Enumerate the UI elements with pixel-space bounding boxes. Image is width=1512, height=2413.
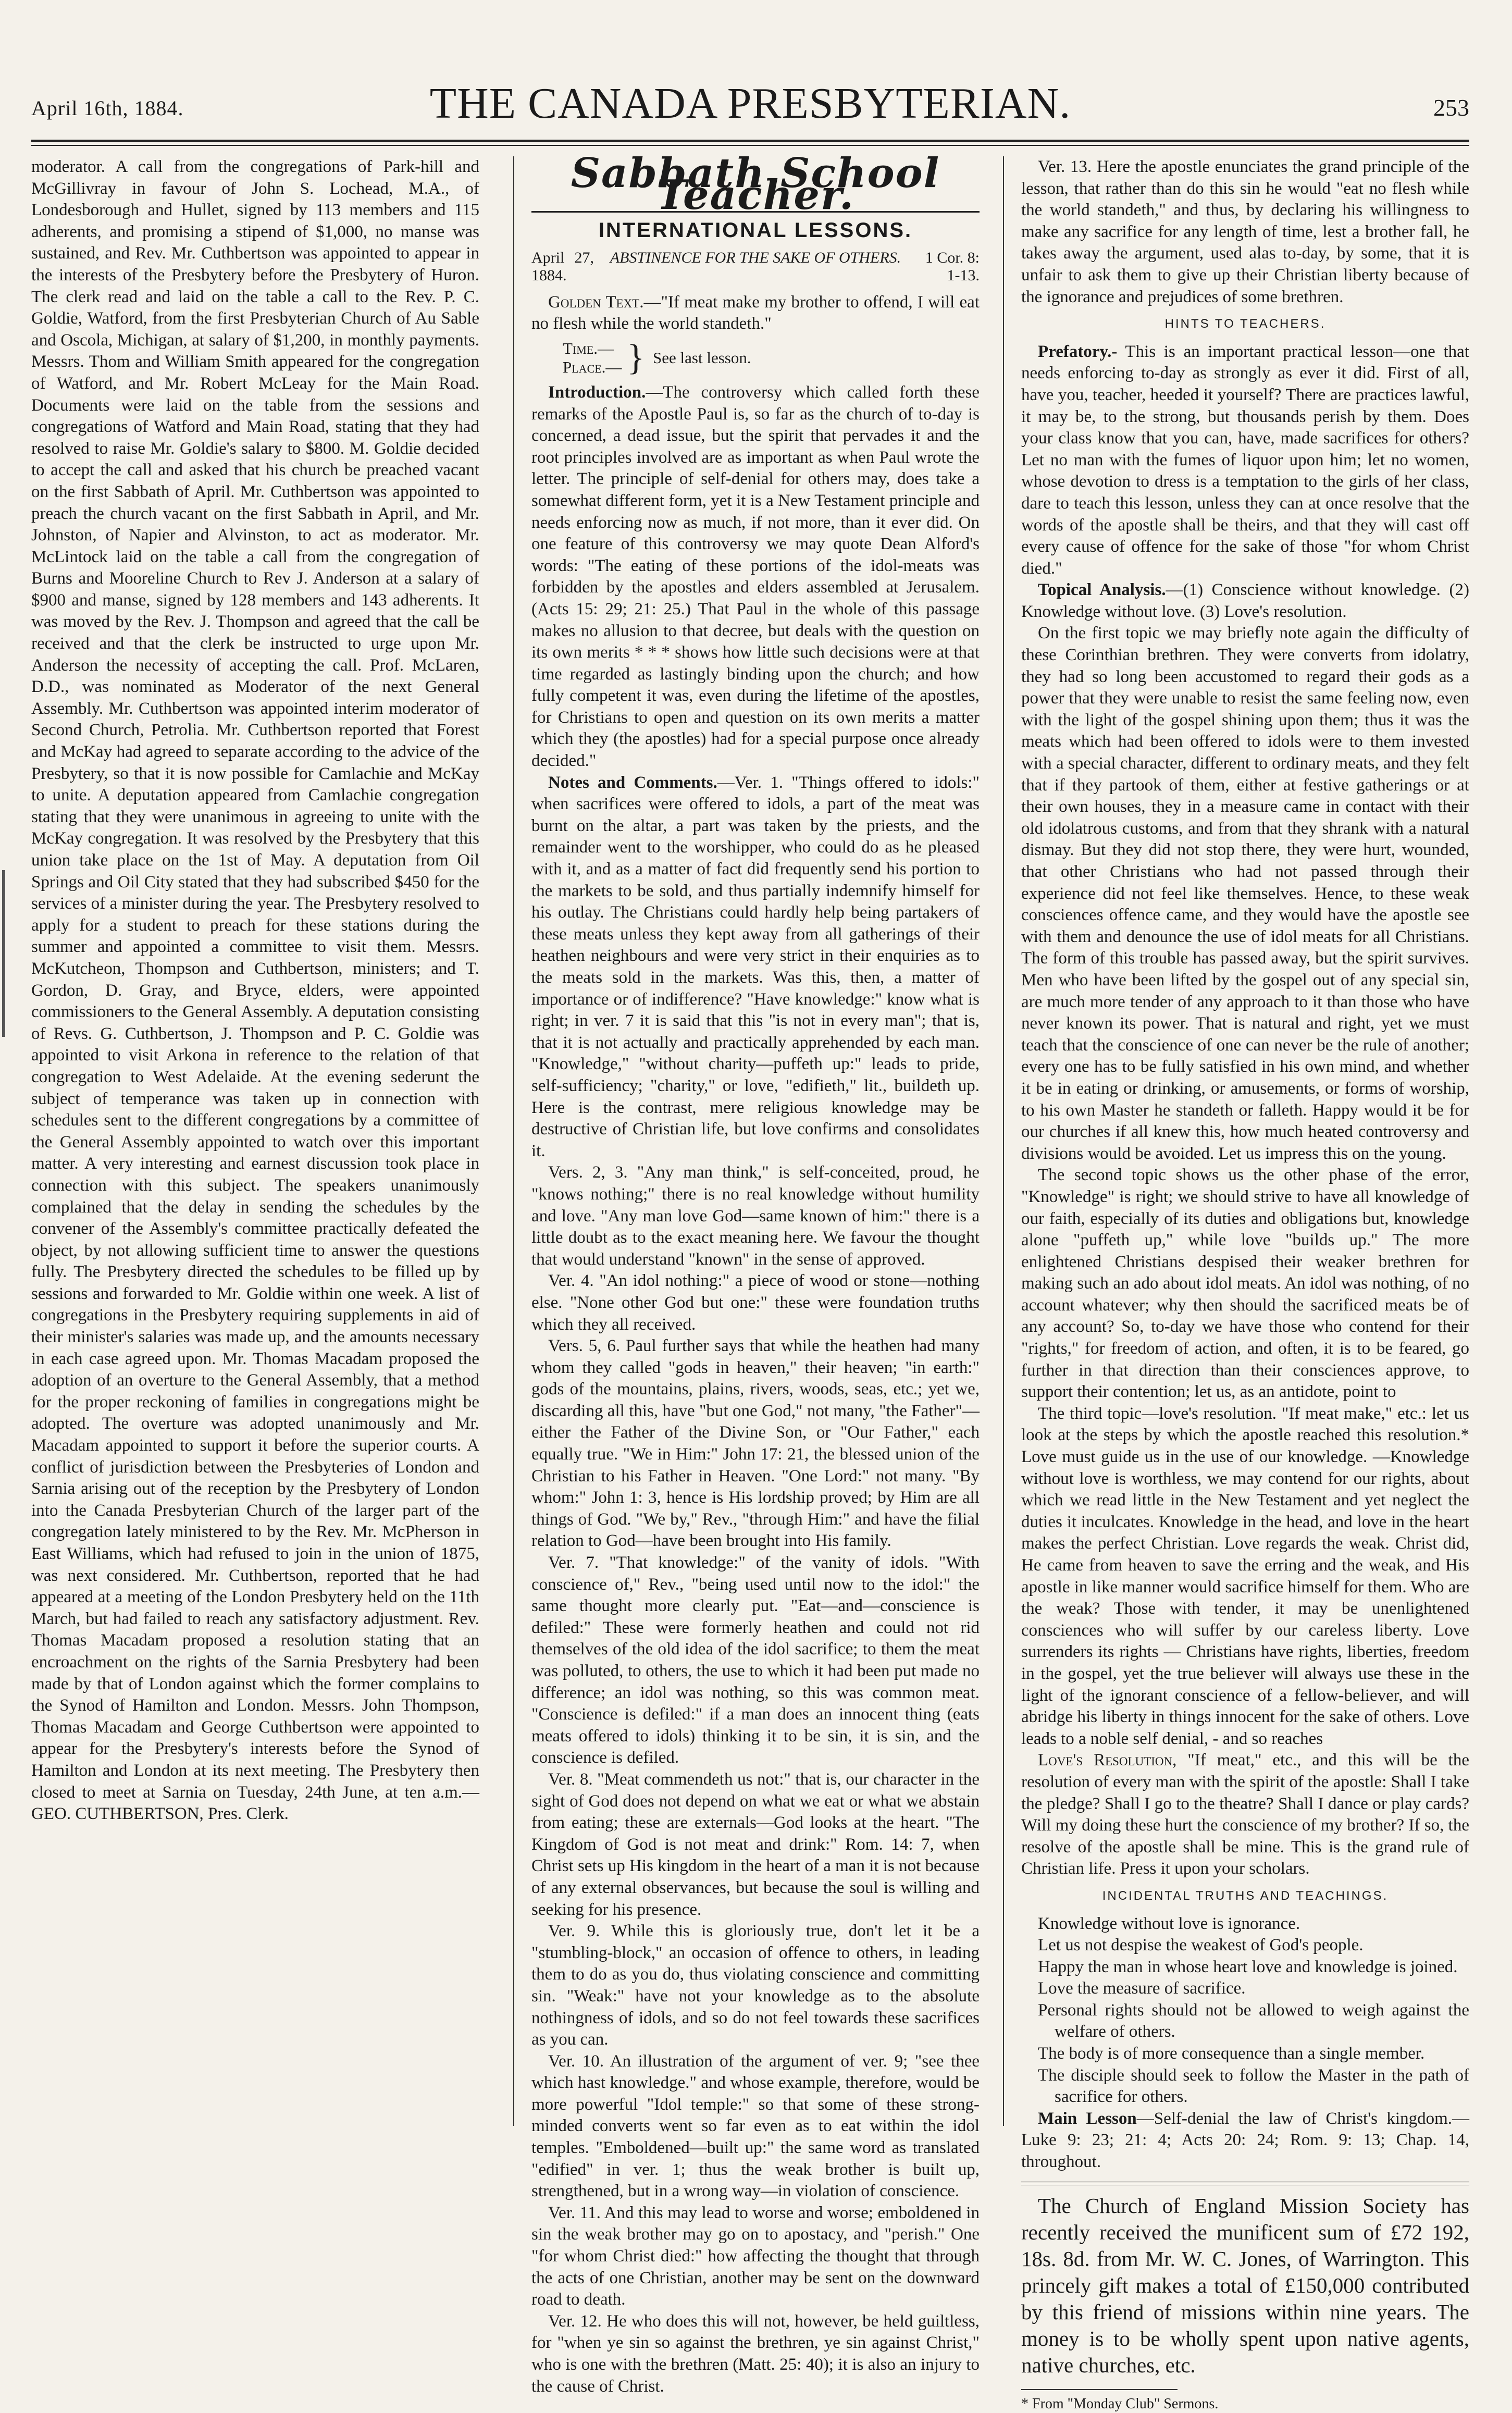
main-lesson-label: Main Lesson	[1038, 2109, 1137, 2128]
introduction-body: —The controversy which called forth these remarks of the Apostle Paul is, so far as the church of to-day is concerned, a dead issue, but the spirit that pervades it and the root principles involved are as important as when Paul wrote the letter. The principle of self-denial for others may, does take a somewhat different form, yet it is a New Testament principle and needs enforcing now as much, if not more, than it ever did. On one feature of this controversy we may quote Dean Alford's words: "The eating of these portions of the idol-meats was forbidden by the apostles and elders assembled at Jerusalem. (Acts 15: 29; 21: 25.) That Paul in the whole of this passage makes no allusion to that decree, but deals with the question on its own merits * * * shows how little such decisions were at that time regarded as lastingly binding upon the church; and how fully competent it was, even during the lifetime of the apostles, for Christians to open and question on its own merits a matter which they (the apostles) had for a special purpose once already decided."	[531, 382, 980, 771]
column-sabbath-school	[531, 150, 980, 2397]
time-place-note: See last lesson.	[653, 348, 751, 367]
first-topic: On the first topic we may briefly note again the difficulty of these Corinthian brethren. They were converts from idolatry, they had so long been accustomed to regard their gods as a power that they were unable to resist the same feeling now, even with the light of the gospel shining upon them; thus it was the meats which had been offered to idols were to them invested with a special character, different to ordinary meats, and they felt that if they partook of them, either at festive gatherings or at their own houses, they in a measure came in contact with their old idolatrous customs, and from that they shrank with a natural dismay. But they did not stop there, they were hurt, wounded, that other Christians who had not passed through their experience did not feel like themselves. Hence, to these weak consciences offence came, and they would have the apostle see with them and denounce the use of idol meats for all Christians. The form of this trouble has passed away, but the spirit survives. Men who have been lifted by the gospel out of any special sin, are much more tender of any approach to it than those who have never known its power. That is natural and right, yet we must teach that the conscience of one can never be the rule of another; every one has to be fully satisfied in his own mind, and whether it be in eating or drinking, or amusements, or forms of worship, to his own Master he standeth or falleth. Happy would it be for our churches if all knew this, how much heated controversy and divisions would be avoided. Let us impress this on the young.	[1021, 624, 1469, 1163]
section-end-rule	[1021, 2182, 1469, 2185]
introduction	[531, 382, 980, 772]
list-item: Let us not despise the weakest of God's people.	[1038, 1936, 1364, 1955]
notes-ver-13: Ver. 13. Here the apostle enunciates the grand principle of the lesson, that rather than do this sin he would "eat no flesh while the world standeth," and thus, by declaring his willingness to make any sacrifice for any length of time, lest a brother fall, he takes away the argument, used alas to-day, by some, that it is unfair to ask them to give up their Christian liberty because of the ignorance and prejudices of some brethren.	[1021, 157, 1469, 306]
incidental-truths-list	[1021, 1913, 1469, 2108]
second-topic: The second topic shows us the other phase of the error, "Knowledge" is right; we should strive to have all knowledge of our faith, especially of its duties and obligations but, knowledge alone "puffeth up," while love "builds up." The more enlightened Christians despised their weaker brethren for making such an ado about idol meats. An idol was nothing, of no account whatever; why then should the sacrificed meats be of any account? So, to-day we have those who contend for their "rights," for freedom of action, and often, it is to be feared, go further in that direction than their consciences approve, to support their contention; let us, as an antidote, point to	[1021, 1166, 1469, 1402]
topical-label: Topical Analysis.	[1038, 580, 1166, 600]
notes-body: —Ver. 1. "Things offered to idols:" when sacrifices were offered to idols, a part of the meat was burnt on the altar, a part was taken by the priests, and the remainder went to the worshipper, who could do as he pleased with it, and as a matter of fact did frequently send his portion to the markets to be sold, and thus partially indemnify himself for his outlay. The Christians could hardly help being partakers of these meats unless they kept away from all gatherings of their heathen neighbours and were very strict in their enquiries as to the meats sold in the markets. Was this, then, a matter of importance or of indifference? "Have knowledge:" know what is right; in ver. 7 it is said that this "is not in every man"; that is, that it is not actually and practically apprehended by each man. "Knowledge," "without charity—puffeth up:" leads to pride, self-sufficiency; "charity," or love, "edifieth," lit., buildeth up. Here is the contrast, mere religious knowledge may be destructive of Christian life, but love confirms and consolidates it.	[531, 773, 980, 1160]
prefatory-body: - This is an important practical lesson—one that needs enforcing to-day as strongly as ever it did. First of all, have you, teacher, heeded it yourself? There are practices lawful, it may be, to the strong, but thousands perish by them. Does your class know that you can, have, made sacrifices for others? Let no man with the fumes of liquor upon him; let no women, whose devotion to dress is a temptation to the girls of her class, dare to teach this lesson, unless they can at once resolve that the words of the apostle shall be theirs, and that they will cast off every cause of offence for the sake of those "for whom Christ died."	[1021, 342, 1469, 578]
list-item: Happy the man in whose heart love and knowledge is joined.	[1038, 1957, 1458, 1976]
footnote: * From "Monday Club" Sermons.	[1021, 2389, 1178, 2413]
notes-ver-9: Ver. 9. While this is gloriously true, don't let it be a "stumbling-block," an occasion of offence to others, in leading them to do as you do, thus violating conscience and committing sin. "Weak:" have not your knowledge as to the absolute nothingness of idols, and so do not feel towards these sacrifices as you can.	[531, 1922, 980, 2049]
time-place	[563, 339, 980, 377]
list-item: The body is of more consequence than a single member.	[1038, 2044, 1425, 2063]
prefatory	[1021, 341, 1469, 580]
loves-resolution	[1021, 1750, 1469, 1880]
list-item: Love the measure of sacrifice.	[1038, 1979, 1246, 1998]
main-lesson-body: —Self-denial the law of Christ's kingdom.—Luke 9: 23; 21: 4; Acts 20: 24; Rom. 9: 13; Chap. 14, throughout.	[1021, 2109, 1469, 2172]
notes-ver-4: Ver. 4. "An idol nothing:" a piece of wood or stone—nothing else. "None other God but one:" these were foundation truths which they all received.	[531, 1271, 980, 1334]
lesson-heading	[531, 249, 980, 284]
golden-text	[531, 292, 980, 335]
column-divider	[1003, 156, 1004, 2126]
lesson-subtitle: INTERNATIONAL LESSONS.	[598, 219, 913, 242]
prefatory-label: Prefatory.	[1038, 342, 1112, 361]
third-topic: The third topic—love's resolution. "If meat make," etc.: let us look at the steps by which the apostle reached this resolution.* Love must guide us in the use of our knowledge. —Knowledge without love is worthless, we may contend for our rights, about which we read little in the New Testament and yet neglect the duties it inculcates. Knowledge in the head, and love in the heart makes the perfect Christian. Love regards the weak. Christ did, He came from heaven to save the erring and the weak, and His apostle in like manner would sacrifice himself for them. Who are the weak? Those with tender, it may be unenlightened consciences who will suffer by our careless liberty. Love surrenders its rights — Christians have rights, liberties, freedom in the gospel, yet the true believer will always use these in the light of the ignorant conscience of a fellow-believer, and will abridge his liberty in things innocent for the sake of others. Love leads to a noble self denial, - and so reaches	[1021, 1404, 1469, 1748]
lesson-date: April 27, 1884.	[531, 249, 594, 284]
brace-glyph: }	[627, 337, 645, 378]
column-lesson-continued	[1021, 156, 1469, 2413]
notes-ver-2-3: Vers. 2, 3. "Any man think," is self-conceited, proud, he "knows nothing;" there is no real knowledge without humility and love. "Any man love God—same known of him:" there is a little doubt as to the exact meaning here. We favour the thought that would understand "known" in the sense of approved.	[531, 1163, 980, 1269]
issue-date: April 16th, 1884.	[31, 96, 184, 120]
header-rule-thin	[31, 145, 1469, 146]
loves-resolution-label: Love's Resolution,	[1038, 1751, 1177, 1770]
column-divider	[513, 156, 514, 2126]
topical-analysis	[1021, 579, 1469, 623]
notes-ver-8: Ver. 8. "Meat commendeth us not:" that is, our character in the sight of God does not depend on what we eat or what we abstain from eating; these are externals—God looks at the heart. "The Kingdom of God is not meat and drink:" Rom. 14: 7, when Christ sets up His kingdom in the heart of a man it is not because of any external observances, but because the soul is willing and seeking for his presence.	[531, 1769, 980, 1919]
notes-ver-5-6: Vers. 5, 6. Paul further says that while the heathen had many whom they called "gods in heaven," their heaven; "in earth:" gods of the mountains, plains, rivers, woods, seas, etc.; yet we, discarding all this, have "but one God," not many, "the Father"—either the Father of the Divine Son, or "Our Father," each equally true. "We in Him:" John 17: 21, the blessed union of the Christian to his Father in Heaven. "One Lord:" not many. "By whom:" John 1: 3, hence is His lordship proved; by Him are all things of God. "We by," Rev., "through Him:" and have the filial relation to God—have been brought into His family.	[531, 1337, 980, 1551]
mission-society-notice: The Church of England Mission Society has recently received the munificent sum of £72 192, 18s. 8d. from Mr. W. C. Jones, of Warrington. This princely gift makes a total of £150,000 contributed by this friend of missions within nine years. The money is to be wholly spent upon native agents, native churches, etc.	[1021, 2193, 1469, 2377]
page-number: 253	[1433, 94, 1469, 121]
section-title: Sabbath School Teacher.	[571, 150, 940, 219]
loves-resolution-body: "If meat," etc., and this will be the resolution of every man with the spirit of the apostle: Shall I take the pledge? Shall I go to the theatre? Shall I dance or play cards? Will my doing these hurt the conscience of my brother? If so, the resolve of the apostle shall be mine. This is the grand rule of Christian life. Press it upon your scholars.	[1021, 1751, 1470, 1878]
incidental-heading: INCIDENTAL TRUTHS AND TEACHINGS.	[1102, 1888, 1389, 1903]
lesson-reference: 1 Cor. 8: 1-13.	[925, 249, 980, 284]
lesson-title: ABSTINENCE FOR THE SAKE OF OTHERS.	[610, 249, 901, 266]
notes-label: Notes and Comments.	[548, 773, 717, 792]
masthead: THE CANADA PRESBYTERIAN.	[429, 79, 1071, 128]
notes-ver-12: Ver. 12. He who does this will not, however, be held guiltless, for "when ye sin so against the brethren, ye sin against Christ," who is one with the brethren (Matt. 25: 40); it is also an injury to the cause of Christ.	[531, 2311, 980, 2396]
golden-text-label: Golden Text.	[548, 292, 644, 312]
list-item: Personal rights should not be allowed to weigh against the welfare of others.	[1038, 2000, 1469, 2041]
golden-text-body: —"If meat make my brother to offend, I will eat no flesh while the world standeth."	[531, 292, 980, 333]
notes-ver-7: Ver. 7. "That knowledge:" of the vanity of idols. "With conscience of," Rev., "being used until now to the idol:" the same thought more clearly put. "Eat—and—conscience is defiled:" These were formerly heathen and could not rid themselves of the old idea of the idol sacrifice; to them the meat was polluted, to others, the use to which it had been put made no difference; an idol was nothing, so this was common meat. "Conscience is defiled:" if a man does an innocent thing (eats meats offered to idols) thinking it to be sin, it is sin, and the conscience is defiled.	[531, 1553, 980, 1767]
notes-ver-10: Ver. 10. An illustration of the argument of ver. 9; "see thee which hast knowledge." and whose example, therefore, would be more powerful "Idol temple:" so that some of these strong-minded converts went so far even as to eat within the idol temples. "Emboldened—built up:" the same word as translated "edified" in ver. 1; thus the weak brother is built up, strengthened, but in a wrong way—in violation of conscience.	[531, 2051, 980, 2201]
topical-body: —(1) Conscience without knowledge. (2) Knowledge without love. (3) Love's resolution.	[1021, 580, 1469, 621]
place-label: Place.—	[563, 357, 622, 376]
notes-ver-11: Ver. 11. And this may lead to worse and worse; emboldened in sin the weak brother may go on to apostacy, and "perish." One "for whom Christ died:" how affecting the thought that through the acts of one Christian, another may be sent on the downward road to death.	[531, 2203, 980, 2309]
column-presbytery-report	[31, 156, 479, 1825]
main-lesson	[1021, 2108, 1469, 2173]
list-item: Knowledge without love is ignorance.	[1038, 1914, 1300, 1933]
introduction-label: Introduction.	[548, 382, 646, 402]
page-header	[31, 78, 1469, 135]
header-rule	[31, 140, 1469, 142]
notes-ver-1	[531, 772, 980, 1162]
hints-heading: HINTS TO TEACHERS.	[1164, 317, 1326, 331]
presbytery-report-text: moderator. A call from the congregations of Park-hill and McGillivray in favour of John S. Lochead, M.A., of Londesborough and Hullet, signed by 113 members and 115 adherents, and promising a stipend of $1,000, no manse was sustained, and Rev. Mr. Cuthbertson was appointed to appear in the interests of the Presbytery before the Presbytery of Huron. The clerk read and laid on the table a call to the Rev. P. C. Goldie, Watford, from the first Presbyterian Church of Au Sable and Oscola, Michigan, at salary of $1,200, in monthly payments. Messrs. Thom and William Smith appeared for the congregation of Watford, and Mr. Robert McLeay for the Main Road. Documents were laid on the table from the sessions and congregations of Watford and Main Road, stating that they had resolved to raise Mr. Goldie's salary to $800. M. Goldie decided to accept the call and asked that his church be preached vacant on the first Sabbath of April. Mr. Cuthbertson was appointed to preach the church vacant on the first Sabbath in April, and Mr. Johnston, of Napier and Alvinston, to act as moderator. Mr. McLintock laid on the table a call from the congregation of Burns and Mooreline Church to Rev J. Anderson at a salary of $900 and manse, signed by 128 members and 143 adherents. It was moved by the Rev. J. Thompson and agreed that the call be received and that the clerk be instructed to urge upon Mr. Anderson the necessity of accepting the call. Prof. McLaren, D.D., was nominated as Moderator of the next General Assembly. Mr. Cuthbertson was appointed interim moderator of Second Church, Petrolia. Mr. Cuthbertson reported that Forest and McKay had agreed to separate according to the advice of the Presbytery, so that it is now possible for Camlachie and McKay to unite. A deputation appeared from Camlachie congregation stating that they were unanimous in agreeing to unite with the McKay congregation. It was resolved by the Presbytery that this union take place on the 1st of May. A deputation from Oil Springs and Oil City stated that they had subscribed $450 for the services of a minister during the year. The Presbytery resolved to apply for a student to preach for these stations during the summer and appointed a committee to visit them. Messrs. McKutcheon, Thompson and Cuthbertson, ministers; and T. Gordon, D. Gray, and Bryce, elders, were appointed commissioners to the General Assembly. A deputation consisting of Revs. G. Cuthbertson, J. Thompson and P. C. Goldie was appointed to visit Arkona in reference to the relation of that congregation to West Adelaide. At the evening sederunt the subject of temperance was taken up in connection with schedules sent to the different congregations by a committee of the General Assembly appointed to watch over this important matter. A very interesting and earnest discussion took place in connection with this subject. The speakers unanimously complained that the delay in sending the schedules by the convener of the Assembly's committee practically defeated the object, by not allowing sufficient time to answer the questions fully. The Presbytery directed the schedules to be filled up by sessions and forwarded to Mr. Goldie within one week. A list of congregations in the Presbytery requiring supplements in aid of their minister's salaries was made up, and the amounts necessary in each case agreed upon. Mr. Thomas Macadam proposed the adoption of an overture to the General Assembly, that a method for the proper reckoning of families in congregations might be adopted. The overture was adopted unanimously and Mr. Macadam appointed to support it before the superior courts. A conflict of jurisdiction between the Presbyteries of London and Sarnia arising out of the reception by the Presbytery of London into the Canada Presbyterian Church of the larger part of the congregation lately ministered to by the Rev. Mr. McPherson in East Williams, which had refused to join in the union of 1875, was next considered. Mr. Cuthbertson, reported that he had appeared at a meeting of the London Presbytery held on the 11th March, but had failed to reach any satisfactory adjustment. Rev. Thomas Macadam proposed a resolution stating that an encroachment on the rights of the Sarnia Presbytery had been made by that of London against which the former complains to the Synod of Hamilton and London. Messrs. John Thompson, Thomas Macadam and George Cuthbertson were appointed to appear for the Presbytery's interests before the Synod of Hamilton and London at its next meeting. The Presbytery then closed to meet at Sarnia on Tuesday, 24th June, at ten a.m.—GEO. CUTHBERTSON, Pres. Clerk.	[31, 157, 479, 1824]
margin-scan-mark	[2, 870, 5, 1037]
time-label: Time.—	[563, 339, 614, 357]
list-item: The disciple should seek to follow the Master in the path of sacrifice for others.	[1038, 2065, 1469, 2107]
